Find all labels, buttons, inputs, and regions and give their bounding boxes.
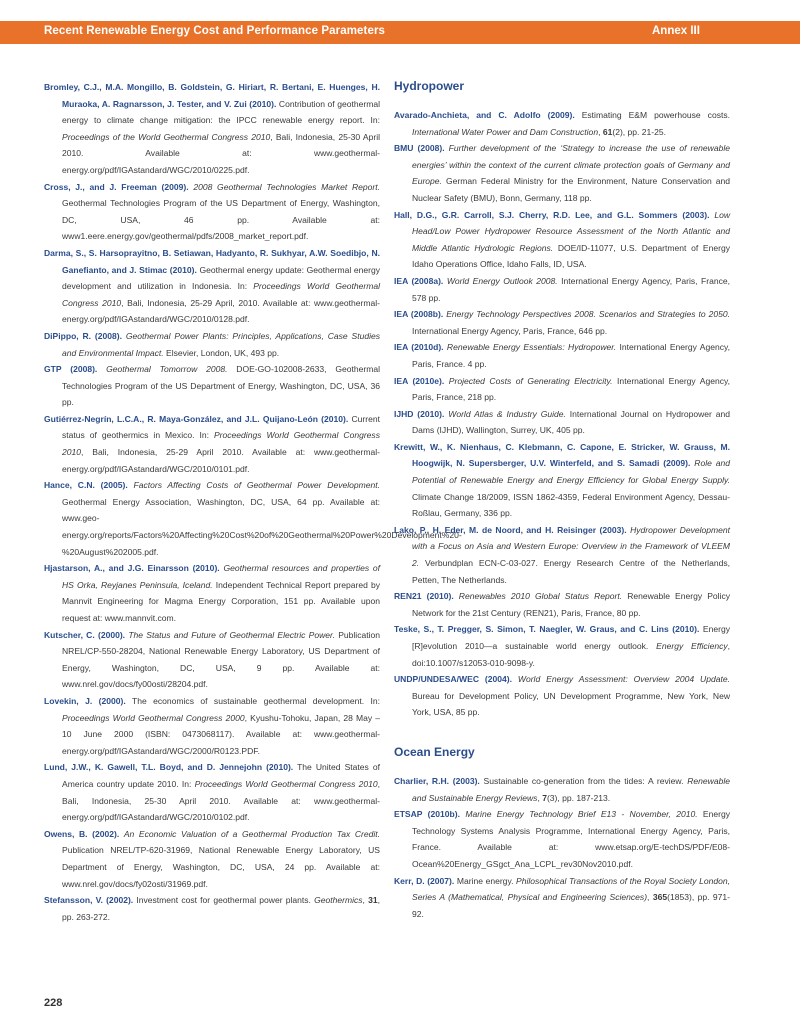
reference-entry [44, 560, 380, 626]
reference-text: International Energy Agency, Paris, France. 4 pp. [412, 342, 731, 369]
reference-title: Geothermics [314, 895, 363, 906]
reference-entry [394, 773, 730, 806]
reference-entry [394, 406, 730, 439]
reference-title: Geothermal resources and properties of HS Orka, Reyjanes Peninsula, Iceland. [62, 563, 381, 590]
section-title-hydropower: Hydropower [394, 79, 465, 93]
reference-text: International Energy Agency, Paris, France, 578 pp. [412, 275, 731, 303]
reference-title: Proceedings World Geothermal Congress 2010 [194, 778, 378, 789]
reference-entry [44, 892, 380, 925]
reference-entry [394, 806, 730, 872]
reference-text: , Bali, Indonesia, 25-29 April, 2010. Available at: www.geothermal-energy.org/pdf/IGAstandard/WGC/2010/0128.pdf. [62, 297, 381, 325]
reference-authors: Lund, J.W., K. Gawell, T.L. Boyd, and D. Jennejohn (2010). [44, 762, 294, 773]
reference-title: Marine Energy Technology Brief E13 - November, 2010. [465, 809, 698, 820]
reference-text: Contribution of geothermal energy to climate change mitigation: the IPCC renewable energy report. In: [62, 98, 380, 126]
reference-title: Proceedings World Geothermal Congress 2000 [62, 712, 245, 723]
reference-text: Publication NREL/TP-620-31969, National Renewable Energy Laboratory, US Department of Energy, Washington, DC, USA, 24 pp. Available at: www.nrel.gov/docs/fy02osti/31969.pdf. [62, 845, 380, 889]
reference-text: International Energy Agency, Paris, France, 646 pp. [412, 325, 608, 336]
reference-text: Renewable Energy Policy Network for the 21st Century (REN21), Paris, France, 80 pp. [412, 591, 730, 618]
reference-text: , Bali, Indonesia, 25-30 April 2010. Available at: www.geothermal-energy.org/pdf/IGAstandard/WGC/2010/0225.pdf. [62, 131, 380, 175]
reference-entry [394, 873, 730, 923]
reference-authors: Kerr, D. (2007). [394, 875, 455, 886]
reference-text: Verbundplan ECN-C-03-027. Energy Research Centre of the Netherlands, Petten, The Netherlands. [412, 558, 730, 585]
section-title-ocean-energy: Ocean Energy [394, 744, 475, 759]
reference-entry [394, 439, 730, 522]
reference-entry [394, 522, 730, 588]
reference-entry [394, 339, 730, 372]
reference-title: World Energy Assessment: Overview 2004 Update. [517, 674, 730, 685]
reference-authors: Krewitt, W., K. Nienhaus, C. Klebmann, C. Capone, E. Stricker, W. Grauss, M. Hoogwijk, N. Supersberger, U.V. Winterfeld, and S. Samadi (2009). [394, 441, 730, 469]
reference-text: Elsevier, London, UK, 493 pp. [163, 347, 280, 358]
reference-title: An Economic Valuation of a Geothermal Production Tax Credit. [123, 828, 380, 839]
reference-entry [394, 588, 730, 621]
reference-title: Renewables 2010 Global Status Report. [458, 591, 623, 602]
reference-authors: Charlier, R.H. (2003). [394, 775, 480, 786]
reference-entry [394, 306, 730, 339]
reference-title: Factors Affecting Costs of Geothermal Power Development. [133, 480, 381, 491]
reference-entry [394, 621, 730, 671]
reference-volume: 31 [368, 895, 378, 906]
reference-text: , [598, 126, 603, 137]
reference-authors: Kutscher, C. (2000). [44, 629, 126, 640]
reference-volume: 61 [602, 126, 613, 137]
reference-text: Bureau for Development Policy, UN Development Programme, New York, New York, USA, 85 pp. [412, 690, 730, 718]
reference-text: (3), pp. 187-213. [546, 792, 611, 803]
reference-authors: Gutiérrez-Negrín, L.C.A., R. Maya-González, and J.L. Quijano-León (2010). [44, 413, 349, 424]
reference-text: , doi:10.1007/s12053-010-9098-y. [412, 641, 730, 668]
header-title: Recent Renewable Energy Cost and Performance Parameters [44, 25, 386, 37]
reference-text: Geothermal Energy Association, Washington, DC, USA, 64 pp. Available at: www.geo-energy.org/reports/Factors%20Affecting%20Cost%20of%20Geothermal%20Power%20Development%20-%20August%202005.pdf. [62, 496, 462, 557]
reference-authors: IEA (2008a). [394, 275, 444, 286]
reference-authors: Bromley, C.J., M.A. Mongillo, B. Goldstein, G. Hiriart, R. Bertani, E. Huenges, H. Muraoka, A. Ragnarsson, J. Tester, and V. Zui (2010). [44, 82, 380, 109]
reference-authors: Lovekin, J. (2000). [44, 695, 126, 706]
page-header [0, 0, 800, 60]
reference-volume: 365 [652, 892, 668, 903]
reference-title: The Status and Future of Geothermal Electric Power. [128, 629, 335, 640]
reference-entry [44, 826, 380, 892]
reference-title: Role and Potential of Renewable Energy and Energy Efficiency for Global Energy Supply. [412, 458, 731, 486]
reference-authors: ETSAP (2010b). [394, 809, 460, 820]
page-number: 228 [44, 997, 63, 1009]
reference-authors: UNDP/UNDESA/WEC (2004). [394, 674, 512, 685]
reference-title: Geothermal Tomorrow 2008. [106, 364, 228, 375]
reference-authors: Owens, B. (2002). [44, 828, 120, 839]
reference-title: Proceedings World Geothermal Congress 2010 [62, 430, 380, 458]
reference-text: , Bali, Indonesia, 25-30 April 2010. Available at: www.geothermal-energy.org/pdf/IGAstandard/WGC/2010/0102.pdf. [62, 778, 380, 823]
reference-entry [44, 179, 380, 245]
reference-text: The United States of America country update 2010. In: [62, 762, 380, 789]
reference-text: Energy Technology Systems Analysis Programme, International Energy Agency, Paris, France. Available at: www.etsap.org/E-techDS/PDF/E08-Ocean%20Energy_GSgct_Ana_LCPL_rev30Nov2010.pdf. [412, 809, 731, 869]
reference-title: Low Head/Low Power Hydropower Resource Assessment of the North Atlantic and Middle Atlantic Hydrologic Regions. [412, 209, 730, 253]
reference-text: Geothermal Technologies Program of the US Department of Energy, Washington, DC, USA, 46 pp. Available at: www1.eere.energy.gov/geothermal/pdfs/2008_market_report.pdf. [62, 198, 380, 242]
header-annex-label: Annex III [652, 25, 700, 37]
reference-text: Publication NREL/CP-550-28204, National Renewable Energy Laboratory, US Department of Energy, Washington, DC, USA, 9 pp. Available at: www.nrel.gov/docs/fy00osti/28204.pdf. [62, 629, 381, 690]
reference-text: , Bali, Indonesia, 25-29 April 2010. Available at: www.geothermal-energy.org/pdf/IGAstandard/WGC/2010/0101.pdf. [62, 447, 380, 474]
reference-text: Marine energy. [454, 875, 517, 886]
reference-authors: IEA (2010e). [394, 375, 445, 386]
reference-title: World Energy Outlook 2008. [446, 275, 558, 286]
reference-text: International Journal on Hydropower and Dams (IJHD), Wallington, Surrey, UK, 405 pp. [412, 408, 730, 436]
reference-text: Estimating E&M powerhouse costs. [574, 110, 730, 120]
reference-text: Independent Technical Report prepared by Mannvit Engineering for Magma Energy Corporation, 151 pp. Available upon request at: www.mannvit.com. [62, 579, 380, 623]
reference-entry [394, 373, 730, 406]
reference-authors: Hall, D.G., G.R. Carroll, S.J. Cherry, R.D. Lee, and G.L. Sommers (2003). [394, 209, 710, 220]
reference-text: International Energy Agency, Paris, France, 218 pp. [412, 375, 730, 403]
reference-entry [44, 411, 380, 477]
reference-authors: Stefansson, V. (2002). [44, 895, 134, 906]
reference-text: The economics of sustainable geothermal development. In: [125, 695, 380, 706]
reference-authors: Lako, P., H. Eder, M. de Noord, and H. Reisinger (2003). [394, 524, 627, 535]
reference-entry [44, 627, 380, 693]
reference-title: 2008 Geothermal Technologies Market Report. [193, 181, 380, 192]
reference-title: Proceedings of the World Geothermal Congress 2010 [62, 131, 271, 142]
reference-text: German Federal Ministry for the Environment, Nature Conservation and Nuclear Safety (BMU), Bonn, Germany, 118 pp. [412, 176, 730, 203]
reference-authors: Hjastarson, A., and J.G. Einarsson (2010). [44, 563, 220, 574]
reference-entry [394, 140, 730, 206]
reference-text: , [362, 895, 369, 906]
reference-volume: 7 [542, 792, 547, 803]
reference-text: , [647, 892, 653, 903]
reference-authors: REN21 (2010). [394, 591, 454, 602]
reference-title: Energy Efficiency [656, 641, 728, 651]
reference-authors: IJHD (2010). [394, 408, 445, 419]
reference-text: Current status of geothermics in Mexico. In: [62, 413, 380, 441]
reference-title: Proceedings World Geothermal Congress 2010 [62, 281, 380, 308]
reference-entry [394, 107, 730, 140]
reference-text: , [537, 792, 543, 803]
reference-entry [44, 79, 380, 179]
reference-text: Investment cost for geothermal power plants. [133, 895, 315, 906]
reference-entry [44, 693, 380, 759]
reference-entry [394, 671, 730, 721]
reference-title: International Water Power and Dam Construction [412, 126, 599, 137]
reference-text: (2), pp. 21-25. [612, 126, 667, 137]
reference-entry [44, 245, 380, 328]
reference-text: (1853), pp. 971-92. [412, 892, 730, 919]
reference-text: Energy [R]evolution 2010—a sustainable world energy outlook. [412, 624, 730, 651]
reference-title: Renewable and Sustainable Energy Reviews [412, 775, 730, 803]
reference-title: Energy Technology Perspectives 2008. Scenarios and Strategies to 2050. [446, 309, 731, 320]
reference-title: Further development of the ‘Strategy to increase the use of renewable energies’ within the context of the current climate protection goals of Germany and Europe. [412, 143, 730, 187]
reference-authors: Avarado-Anchieta, and C. Adolfo (2009). [394, 110, 575, 120]
reference-text: DOE/ID-11077, U.S. Department of Energy Idaho Operations Office, Idaho Falls, ID, USA. [412, 242, 730, 270]
reference-entry [44, 328, 380, 361]
reference-entry [44, 361, 380, 411]
reference-authors: DiPippo, R. (2008). [44, 330, 122, 341]
reference-authors: Darma, S., S. Harsoprayitno, B. Setiawan, Hadyanto, R. Sukhyar, A.W. Soedibjo, N. Ganefianto, and J. Stimac (2010). [44, 247, 380, 275]
reference-text: Geothermal energy update: Geothermal energy development and utilization in Indonesia. In: [62, 264, 380, 292]
reference-title: Renewable Energy Essentials: Hydropower. [446, 342, 617, 353]
ocean-energy-reference-list [394, 773, 730, 922]
reference-text: Sustainable co-generation from the tides: A review. [479, 775, 688, 786]
reference-entry [44, 759, 380, 825]
reference-authors: Teske, S., T. Pregger, S. Simon, T. Naegler, W. Graus, and C. Lins (2010). [394, 624, 700, 635]
reference-authors: IEA (2010d). [394, 342, 444, 353]
reference-title: Projected Costs of Generating Electricity. [448, 375, 613, 386]
reference-authors: Hance, C.N. (2005). [44, 480, 128, 491]
reference-authors: BMU (2008). [394, 143, 445, 154]
reference-authors: Cross, J., and J. Freeman (2009). [44, 181, 189, 192]
reference-entry [394, 207, 730, 273]
right-column [394, 79, 730, 922]
reference-title: World Atlas & Industry Guide. [448, 408, 566, 419]
hydropower-reference-list [394, 107, 730, 721]
reference-text: Climate Change 18/2009, ISSN 1862-4359, Federal Environment Agency, Dessau-Roßlau, Germany, 336 pp. [412, 491, 730, 519]
reference-title: Philosophical Transactions of the Royal Society London, Series A (Mathematical, Physical and Engineering Sciences) [412, 875, 731, 903]
reference-authors: GTP (2008). [44, 364, 98, 375]
reference-text: , pp. 263-272. [62, 895, 380, 922]
reference-text: , Kyushu-Tohoku, Japan, 28 May – 10 June 2000 (ISBN: 0473068117). Available at: www.geothermal-energy.org/pdf/IGAstandard/WGC/2000/R0123.PDF. [62, 712, 380, 756]
reference-title: Geothermal Power Plants: Principles, Applications, Case Studies and Environmental Impact. [62, 330, 380, 358]
reference-text: DOE-GO-102008-2633, Geothermal Technologies Program of the US Department of Energy, Washington, DC, USA, 36 pp. [62, 364, 381, 408]
reference-entry [394, 273, 730, 306]
reference-title: Hydropower Development with a Focus on Asia and Western Europe: Overview in the Framework of VLEEM 2. [412, 524, 731, 569]
reference-text [97, 364, 106, 374]
section-spacer [394, 721, 730, 745]
reference-entry [44, 477, 462, 560]
reference-authors: IEA (2008b). [394, 309, 444, 320]
